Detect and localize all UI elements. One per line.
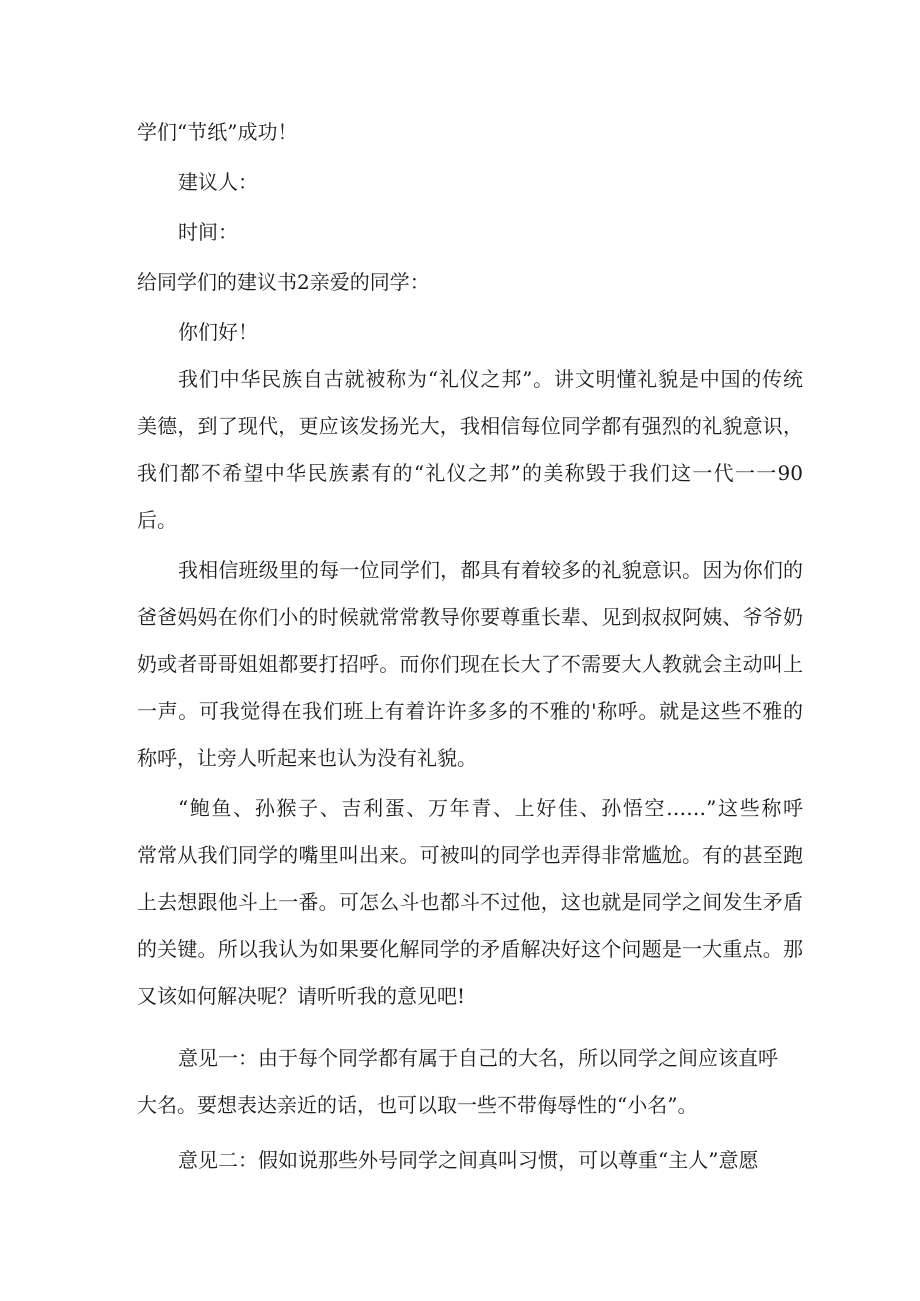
text-line-greeting: 你们好！ xyxy=(178,320,258,344)
paragraph-2-line-5: 称呼，让旁人听起来也认为没有礼貌。 xyxy=(137,746,477,770)
text-line-time: 时间： xyxy=(178,220,238,244)
paragraph-2-line-2: 爸爸妈妈在你们小的时候就常常教导你要尊重长辈、见到叔叔阿姨、爷爷奶 xyxy=(137,605,803,629)
opinion-1-line-2: 大名。要想表达亲近的话，也可以取一些不带侮辱性的“小名”。 xyxy=(137,1093,698,1117)
text-line-previous-ending: 学们“节纸”成功！ xyxy=(137,120,298,144)
paragraph-1-line-1: 我们中华民族自古就被称为“礼仪之邦”。讲文明懂礼貌是中国的传统 xyxy=(178,367,803,391)
paragraph-2-line-3: 奶或者哥哥姐姐都要打招呼。而你们现在长大了不需要大人教就会主动叫上 xyxy=(137,652,803,676)
paragraph-3-line-5: 又该如何解决呢？请听听我的意见吧! xyxy=(137,984,466,1008)
paragraph-3-line-2: 常常从我们同学的嘴里叫出来。可被叫的同学也弄得非常尴尬。有的甚至跑 xyxy=(137,843,803,867)
paragraph-3-line-1: “鲍鱼、孙猴子、吉利蛋、万年青、上好佳、孙悟空……”这些称呼 xyxy=(178,796,803,820)
opinion-1-line-1: 意见一：由于每个同学都有属于自己的大名，所以同学之间应该直呼 xyxy=(178,1046,778,1070)
paragraph-1-line-4: 后。 xyxy=(137,508,177,532)
paragraph-3-line-3: 上去想跟他斗上一番。可怎么斗也都斗不过他，这也就是同学之间发生矛盾 xyxy=(137,890,803,914)
section-heading: 给同学们的建议书2亲爱的同学： xyxy=(137,270,430,294)
opinion-2-line-1: 意见二：假如说那些外号同学之间真叫习惯，可以尊重“主人”意愿 xyxy=(178,1148,759,1172)
paragraph-1-line-3: 我们都不希望中华民族素有的“礼仪之邦”的美称毁于我们这一代一一90 xyxy=(137,461,803,485)
paragraph-3-line-4: 的关键。所以我认为如果要化解同学的矛盾解决好这个问题是一大重点。那 xyxy=(137,937,803,961)
paragraph-1-line-2: 美德，到了现代，更应该发扬光大，我相信每位同学都有强烈的礼貌意识， xyxy=(137,414,803,438)
paragraph-2-line-4: 一声。可我觉得在我们班上有着许许多多的不雅的'称呼。就是这些不雅的 xyxy=(137,699,803,723)
text-line-proposer: 建议人： xyxy=(178,170,258,194)
paragraph-2-line-1: 我相信班级里的每一位同学们，都具有着较多的礼貌意识。因为你们的 xyxy=(178,558,803,582)
